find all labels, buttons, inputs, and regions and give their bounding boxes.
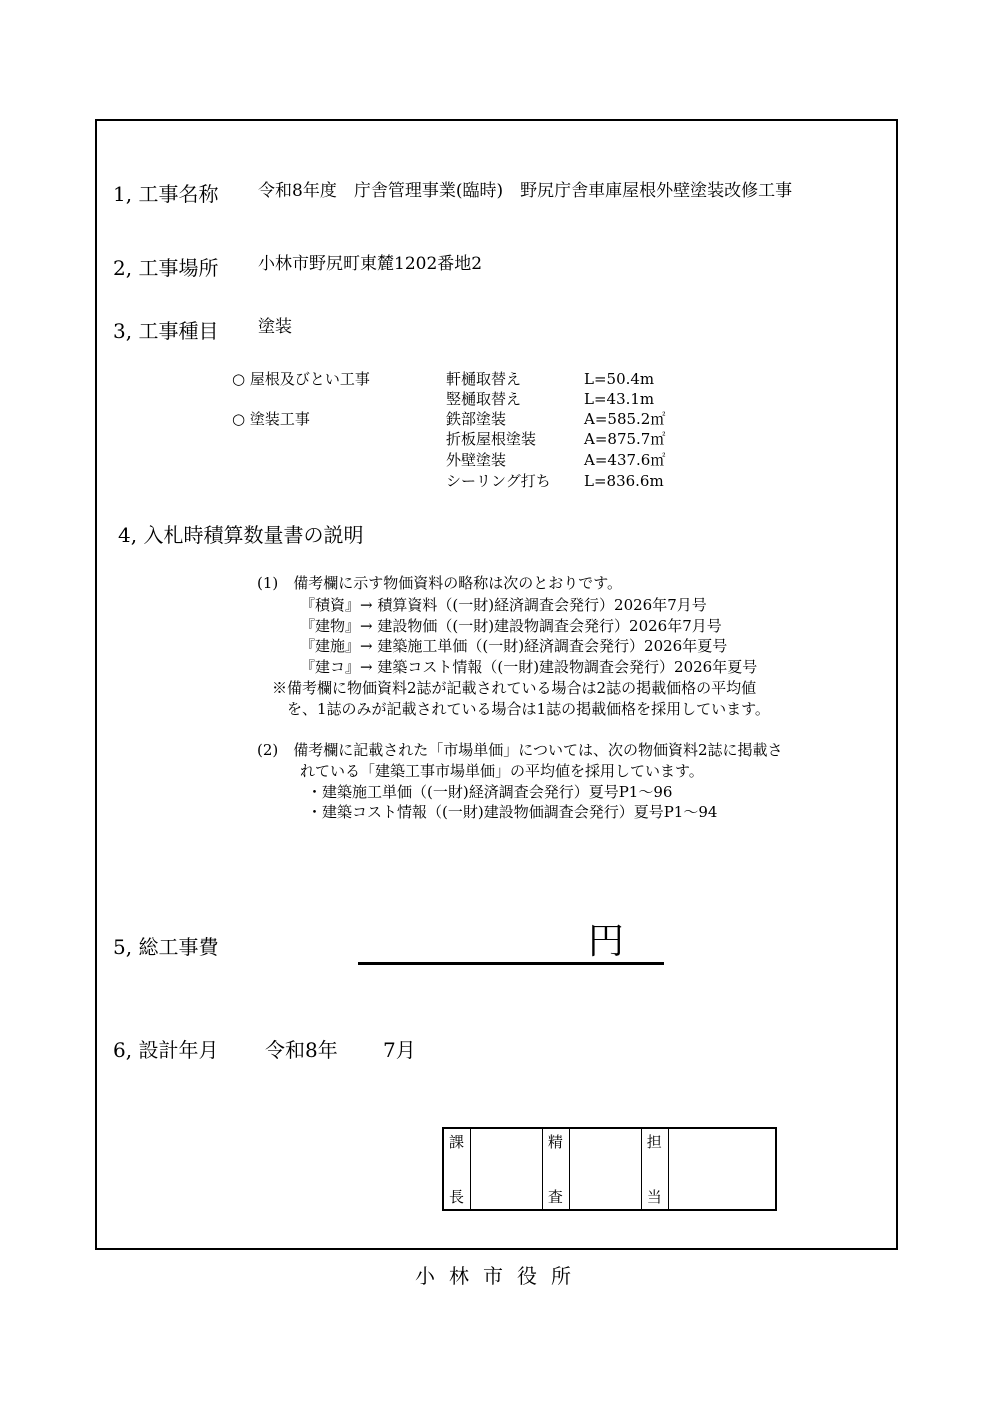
work-type: 塗装 [258,317,292,337]
work-item-qty: L=836.6m [584,472,664,490]
stamp-label-section-chief: 課 長 [443,1128,471,1210]
project-name: 令和8年度 庁舎管理事業(臨時) 野尻庁舎車庫屋根外壁塗装改修工事 [258,181,793,201]
note-1-line: 『建物』→ 建設物価（(一財)建設物調査会発行）2026年7月号 [300,617,722,635]
section-5-label: 5, 総工事費 [113,935,219,959]
work-item-name: 竪樋取替え [446,390,522,408]
note-2-intro: (2) 備考欄に記載された「市場単価」については、次の物価資料2誌に掲載さ [257,741,783,759]
work-item-name: 鉄部塗装 [446,410,507,428]
design-month: 7月 [383,1038,416,1062]
note-2-line: ・建築コスト情報（(一財)建設物価調査会発行）夏号P1～94 [307,803,718,821]
work-item-qty: L=43.1m [584,390,655,408]
work-category-painting: ○ 塗装工事 [232,410,310,428]
note-2-line: ・建築施工単価（(一財)経済調査会発行）夏号P1～96 [307,783,673,801]
note-1-remark: を、1誌のみが記載されている場合は1誌の掲載価格を採用しています。 [287,700,770,718]
stamp-label-inspection: 精 査 [542,1128,569,1210]
stamp-space[interactable] [668,1128,776,1210]
stamp-space[interactable] [471,1128,543,1210]
work-item-qty: A=875.7㎡ [584,430,666,448]
work-item-name: 軒樋取替え [446,370,522,388]
project-location: 小林市野尻町東麓1202番地2 [258,254,483,274]
note-1-remark: ※備考欄に物価資料2誌が記載されている場合は2誌の掲載価格の平均値 [272,679,757,697]
stamp-label-in-charge: 担 当 [641,1128,668,1210]
note-2-cont: れている「建築工事市場単価」の平均値を採用しています。 [300,762,704,780]
note-1-line: 『積資』→ 積算資料（(一財)経済調査会発行）2026年7月号 [300,596,707,614]
work-item-qty: A=585.2㎡ [584,410,666,428]
section-1-label: 1, 工事名称 [113,182,219,206]
work-item-name: シーリング打ち [446,472,551,490]
work-category-roof: ○ 屋根及びとい工事 [232,370,370,388]
total-cost-underline [358,962,664,965]
office-name: 小林市役所 [415,1264,585,1288]
work-item-name: 折板屋根塗装 [446,430,537,448]
note-1-line: 『建施』→ 建築施工単価（(一財)経済調査会発行）2026年夏号 [300,637,728,655]
design-year: 令和8年 [265,1038,338,1062]
approval-stamp-box [442,1127,777,1211]
stamp-space[interactable] [569,1128,641,1210]
work-item-qty: A=437.6㎡ [584,451,666,469]
work-item-name: 外壁塗装 [446,451,507,469]
section-4-label: 4, 入札時積算数量書の説明 [118,523,364,547]
section-6-label: 6, 設計年月 [113,1038,219,1062]
work-item-qty: L=50.4m [584,370,655,388]
section-2-label: 2, 工事場所 [113,256,219,280]
section-3-label: 3, 工事種目 [113,319,219,343]
note-1-intro: (1) 備考欄に示す物価資料の略称は次のとおりです。 [257,574,623,592]
yen-unit: 円 [588,921,625,962]
note-1-line: 『建コ』→ 建築コスト情報（(一財)建設物調査会発行）2026年夏号 [300,658,758,676]
